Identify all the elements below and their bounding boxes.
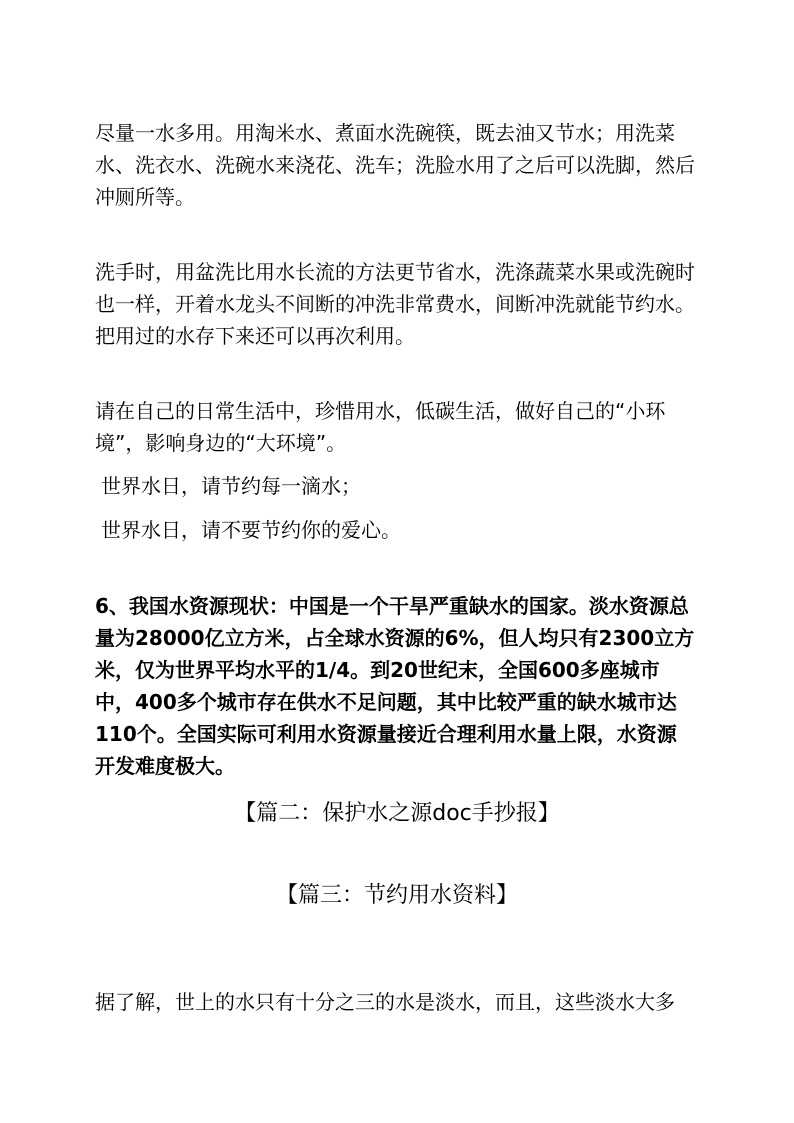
paragraph-world-water-day-1: 世界水日，请节约每一滴水； bbox=[101, 474, 361, 498]
paragraph-world-water-day-2: 世界水日，请不要节约你的爱心。 bbox=[101, 518, 401, 542]
paragraph-daily-life: 请在自己的日常生活中，珍惜用水，低碳生活，做好自己的“小环境”，影响身边的“大环境”。 bbox=[95, 399, 666, 455]
section-heading-part-three: 【篇三：节约用水资料】 bbox=[275, 883, 518, 908]
paragraph-handwashing: 洗手时，用盆洗比用水长流的方法更节省水，洗涤蔬菜水果或洗碗时也一样，开着水龙头不间断的冲洗非常费水，间断冲洗就能节约水。把用过的水存下来还可以再次利用。 bbox=[95, 260, 695, 348]
paragraph-freshwater-intro: 据了解，世上的水只有十分之三的水是淡水，而且，这些淡水大多 bbox=[95, 990, 675, 1014]
section-heading-part-two: 【篇二：保护水之源doc手抄报】 bbox=[234, 801, 560, 826]
paragraph-reuse-water: 尽量一水多用。用淘米水、煮面水洗碗筷，既去油又节水；用洗菜水、洗衣水、洗碗水来浇花、洗车；洗脸水用了之后可以洗脚，然后冲厕所等。 bbox=[95, 121, 695, 209]
paragraph-water-resources-status: 6、我国水资源现状：中国是一个干旱严重缺水的国家。淡水资源总量为28000亿立方米，占全球水资源的6%，但人均只有2300立方米，仅为世界平均水平的1/4。到20世纪末，全国600多座城市中，400多个城市存在供水不足问题，其中比较严重的缺水城市达110个。全国实际可利用水资源量接近合理利用水量上限，水资源开发难度极大。 bbox=[95, 594, 695, 778]
